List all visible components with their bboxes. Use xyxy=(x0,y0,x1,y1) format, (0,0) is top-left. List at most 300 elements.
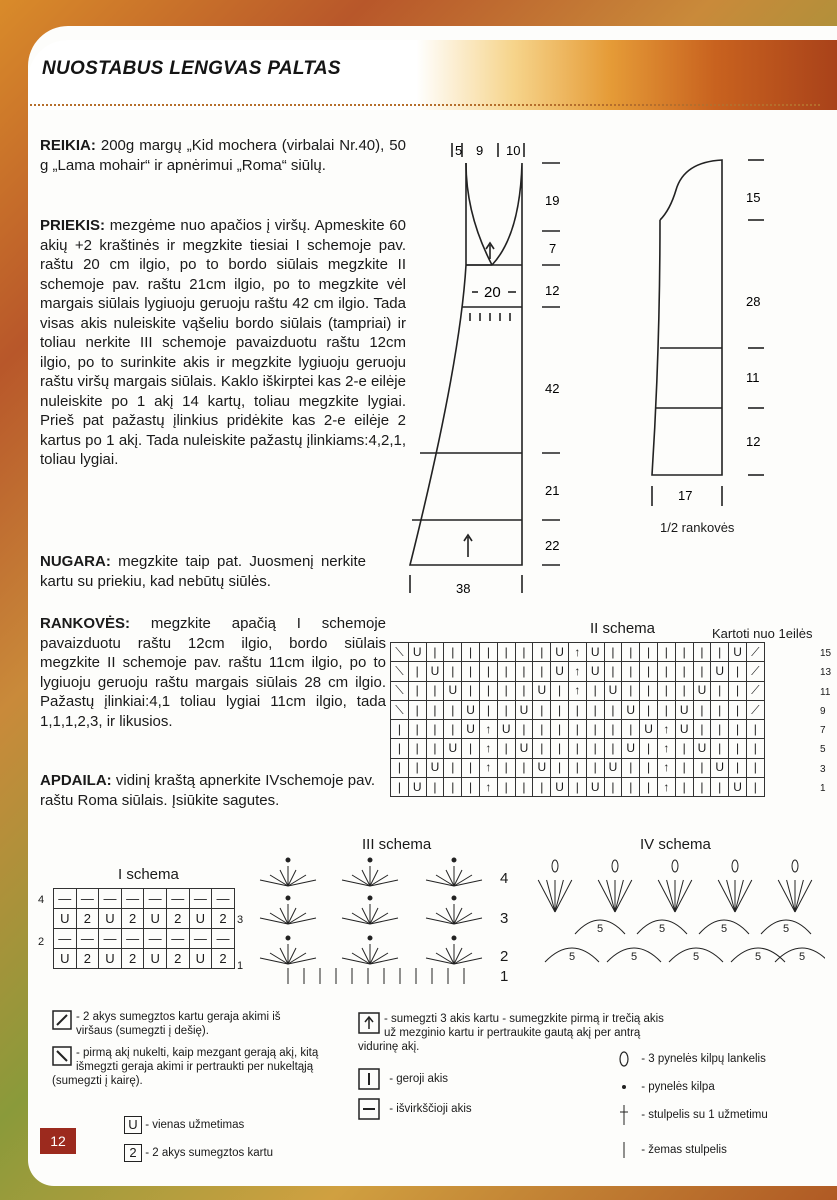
schema1-cell: — xyxy=(99,929,122,949)
schema1-cell: 2 xyxy=(121,909,144,929)
schema3-row-2: 2 xyxy=(500,948,509,965)
page-number: 12 xyxy=(40,1128,76,1154)
schema2-grid xyxy=(390,642,765,797)
schema2-cell: | xyxy=(746,739,764,758)
schema2-cell: | xyxy=(462,758,480,777)
schema3-row-3: 3 xyxy=(500,910,509,927)
schema2-cell: | xyxy=(391,758,409,777)
schema2-cell: | xyxy=(462,643,480,662)
picot-loop xyxy=(672,860,678,872)
schema2-cell: | xyxy=(640,739,658,758)
schema2-cell: | xyxy=(622,778,640,797)
schema2-cell: | xyxy=(426,778,444,797)
schema2-cell: | xyxy=(729,681,747,700)
legend-sc xyxy=(616,1140,727,1160)
schema2-cell: | xyxy=(551,700,569,719)
schema2-cell: ↑ xyxy=(568,643,586,662)
schema2-cell: U xyxy=(586,778,604,797)
schema2-cell: | xyxy=(497,758,515,777)
schema2-cell: | xyxy=(444,720,462,739)
schema2-cell: ⟍ xyxy=(391,681,409,700)
legend-k2tog-left xyxy=(52,1046,322,1088)
schema1-cell: — xyxy=(121,929,144,949)
shell-stitch xyxy=(735,880,743,912)
apdaila-text: vidinį kraštą apnerkite IVschemoje pav. raštu Roma siūlais. Įsiūkite sagutes. xyxy=(40,772,375,809)
two-tog-icon: 2 xyxy=(124,1144,142,1162)
shell-stitch xyxy=(555,880,563,912)
schema2-cell: U xyxy=(693,681,711,700)
shell-stitch xyxy=(795,880,803,912)
schema2-cell: | xyxy=(533,662,551,681)
priekis-label: PRIEKIS: xyxy=(40,217,106,234)
priekis-paragraph xyxy=(40,216,406,470)
schema2-row-number: 9 xyxy=(820,705,826,717)
schema1-cell: 2 xyxy=(166,949,189,969)
schema1-cell: — xyxy=(189,889,212,909)
nugara-text: megzkite taip pat. Juosmenį nerkite kartu su priekiu, kad nebūtų siūlės. xyxy=(40,553,366,590)
schema2-cell: U xyxy=(711,662,729,681)
picot-loop xyxy=(612,860,618,872)
arc-chain-label: 5 xyxy=(799,951,806,963)
shell-stitch xyxy=(555,880,572,912)
schema2-cell: U xyxy=(693,739,711,758)
schema1-cell: 2 xyxy=(166,909,189,929)
schema4-edging xyxy=(535,852,825,982)
fan-top-dot xyxy=(368,936,372,940)
schema2-cell: | xyxy=(693,758,711,777)
schema2-cell: U xyxy=(426,662,444,681)
yo-icon: U xyxy=(124,1116,142,1134)
fan-top-dot xyxy=(286,896,290,900)
legend-k3tog xyxy=(358,1012,668,1054)
schema2-cell: | xyxy=(479,643,497,662)
schema2-cell: U xyxy=(729,778,747,797)
schema2-cell: ↑ xyxy=(479,758,497,777)
schema1-cell: — xyxy=(121,889,144,909)
schema2-cell: | xyxy=(533,700,551,719)
schema2-cell: ↑ xyxy=(479,720,497,739)
picot-icon xyxy=(616,1050,632,1068)
schema1-cell: — xyxy=(54,929,77,949)
height-22: 22 xyxy=(545,538,560,553)
legend-picot xyxy=(616,1050,766,1068)
schema2-cell: | xyxy=(515,778,533,797)
schema1-cell: — xyxy=(76,929,99,949)
legend-yo xyxy=(124,1116,244,1134)
schema2-cell: | xyxy=(462,739,480,758)
fan-top-dot xyxy=(286,858,290,862)
schema2-cell: U xyxy=(604,758,622,777)
schema2-cell: | xyxy=(622,643,640,662)
schema1-cell: — xyxy=(212,889,235,909)
legend-purl xyxy=(358,1098,472,1120)
fan-top-dot xyxy=(452,936,456,940)
schema2-cell: U xyxy=(515,700,533,719)
legend-k3tog-text: - sumegzti 3 akis kartu - sumegzkite pirmą ir trečią akis už mezginio kartu ir pertraukite gautą akį per antrą vidurinę akį. xyxy=(358,1013,664,1053)
schema2-cell: | xyxy=(604,700,622,719)
schema1-cell: — xyxy=(76,889,99,909)
schema2-cell: | xyxy=(515,720,533,739)
schema2-cell: | xyxy=(622,681,640,700)
schema2-cell: | xyxy=(729,662,747,681)
schema2-cell: | xyxy=(497,662,515,681)
schema2-cell: | xyxy=(408,700,426,719)
schema2-cell: | xyxy=(711,700,729,719)
schema2-row xyxy=(391,643,765,662)
schema2-cell: U xyxy=(426,758,444,777)
height-12: 12 xyxy=(545,283,560,298)
waist-width: 20 xyxy=(484,284,501,301)
schema2-cell: | xyxy=(622,720,640,739)
legend-purl-text: - išvirkščioji akis xyxy=(389,1103,472,1116)
schema2-cell: | xyxy=(391,720,409,739)
schema2-cell: | xyxy=(533,778,551,797)
schema2-cell: | xyxy=(391,778,409,797)
schema2-cell: | xyxy=(675,758,693,777)
schema2-cell: | xyxy=(729,720,747,739)
schema2-row-number: 1 xyxy=(820,783,826,795)
shell-stitch xyxy=(727,880,735,912)
coat-body-schematic xyxy=(400,135,580,605)
shell-stitch xyxy=(735,880,752,912)
schema2-row-number: 7 xyxy=(820,725,826,737)
schema2-cell: U xyxy=(640,720,658,739)
schema2-cell: | xyxy=(479,700,497,719)
schema2-cell: | xyxy=(568,778,586,797)
schema2-cell: | xyxy=(426,700,444,719)
top-width-5: 5 xyxy=(455,143,463,158)
schema2-cell: | xyxy=(444,700,462,719)
schema2-row xyxy=(391,700,765,719)
schema2-cell: ↑ xyxy=(479,739,497,758)
legend-two-tog-text: - 2 akys sumegztos kartu xyxy=(145,1147,274,1160)
legend-dc xyxy=(616,1104,768,1126)
schema1-cell: U xyxy=(189,949,212,969)
schema2-cell: | xyxy=(462,662,480,681)
schema1-cell: U xyxy=(189,909,212,929)
legend-two-tog xyxy=(124,1144,273,1162)
bottom-width: 38 xyxy=(456,581,471,596)
schema2-cell: | xyxy=(622,662,640,681)
shell-stitch xyxy=(658,880,675,912)
legend-chain-text: - pynelės kilpa xyxy=(641,1081,715,1093)
reikia-paragraph xyxy=(40,136,406,175)
schema1-cell: 2 xyxy=(76,909,99,929)
schema1-cell: — xyxy=(166,929,189,949)
schema2-cell: U xyxy=(551,662,569,681)
schema2-cell: U xyxy=(675,720,693,739)
schema2-cell: | xyxy=(408,720,426,739)
schema1-row xyxy=(54,949,235,969)
schema2-cell: | xyxy=(657,643,675,662)
schema2-cell: | xyxy=(462,778,480,797)
schema2-cell: | xyxy=(640,778,658,797)
schema1-cell: 2 xyxy=(121,949,144,969)
top-width-10: 10 xyxy=(506,143,521,158)
reikia-text: 200g margų „Kid mochera (virbalai Nr.40), 50 g „Lama mohair“ ir apnėrimui „Roma“ siūlų. xyxy=(40,137,406,174)
schema2-cell: U xyxy=(533,681,551,700)
schema2-cell: ⟋ xyxy=(746,700,764,719)
schema2-cell: ↑ xyxy=(568,662,586,681)
schema2-cell: | xyxy=(551,720,569,739)
schema2-cell: | xyxy=(640,681,658,700)
schema2-cell: | xyxy=(568,700,586,719)
schema1-cell: — xyxy=(99,889,122,909)
schema2-cell: | xyxy=(515,758,533,777)
schema1-cell: 2 xyxy=(76,949,99,969)
arc-chain-label: 5 xyxy=(659,923,666,935)
schema2-row xyxy=(391,681,765,700)
schema2-row-number: 15 xyxy=(820,648,832,659)
sleeve-height-15: 15 xyxy=(746,190,761,205)
fan-top-dot xyxy=(368,858,372,862)
height-19: 19 xyxy=(545,193,560,208)
schema2-cell: | xyxy=(693,662,711,681)
schema2-cell: | xyxy=(657,681,675,700)
schema2-cell: | xyxy=(693,720,711,739)
schema2-cell: ⟍ xyxy=(391,662,409,681)
schema3-title: III schema xyxy=(362,836,432,853)
schema2-cell: | xyxy=(568,758,586,777)
schema4-title: IV schema xyxy=(640,836,711,853)
schema2-cell: U xyxy=(515,739,533,758)
schema2-cell: | xyxy=(693,643,711,662)
schema2-cell: | xyxy=(746,758,764,777)
schema2-cell: U xyxy=(444,739,462,758)
schema1-row-1: 1 xyxy=(237,960,244,972)
fan-top-dot xyxy=(286,936,290,940)
schema2-cell: U xyxy=(622,739,640,758)
shell-stitch xyxy=(615,880,623,912)
schema2-cell: | xyxy=(479,662,497,681)
schema2-repeat-note: Kartoti nuo 1eilės xyxy=(712,626,813,641)
schema2-cell: | xyxy=(586,739,604,758)
legend-k2tog-right-text: - 2 akys sumegztos kartu geraja akimi iš viršaus (sumegzti į dešię). xyxy=(76,1011,281,1037)
schema1-cell: — xyxy=(54,889,77,909)
schema2-cell: | xyxy=(729,758,747,777)
arc-chain-label: 5 xyxy=(597,923,604,935)
schema2-cell: | xyxy=(711,681,729,700)
schema1-cell: — xyxy=(189,929,212,949)
height-42: 42 xyxy=(545,381,560,396)
schema1-cell: — xyxy=(212,929,235,949)
schema2-cell: | xyxy=(426,681,444,700)
schema2-cell: ↑ xyxy=(568,681,586,700)
schema2-row xyxy=(391,720,765,739)
rankoves-paragraph xyxy=(40,614,386,731)
schema1-cell: — xyxy=(144,889,167,909)
schema2-cell: | xyxy=(444,662,462,681)
schema2-cell: | xyxy=(711,720,729,739)
schema1-cell: U xyxy=(144,909,167,929)
schema2-cell: U xyxy=(675,700,693,719)
schema2-cell: | xyxy=(693,778,711,797)
schema2-row-number: 5 xyxy=(820,744,826,756)
knit-icon xyxy=(358,1068,380,1090)
schema2-cell: | xyxy=(675,643,693,662)
schema1-row-2: 2 xyxy=(38,936,45,948)
fan-top-dot xyxy=(368,896,372,900)
schema2-cell: | xyxy=(568,720,586,739)
arc-chain-label: 5 xyxy=(693,951,700,963)
schema1-cell: U xyxy=(54,949,77,969)
schema2-cell: | xyxy=(604,720,622,739)
schema2-cell: | xyxy=(444,758,462,777)
shell-stitch xyxy=(607,880,615,912)
schema2-cell: | xyxy=(693,700,711,719)
arc-chain-label: 5 xyxy=(569,951,576,963)
schema2-cell: U xyxy=(729,643,747,662)
schema2-cell: | xyxy=(586,720,604,739)
schema2-cell: | xyxy=(497,643,515,662)
schema2-cell: | xyxy=(746,778,764,797)
shell-stitch xyxy=(615,880,632,912)
schema2-cell: | xyxy=(426,720,444,739)
schema2-cell: | xyxy=(604,778,622,797)
schema2-cell: | xyxy=(675,662,693,681)
shell-stitch xyxy=(667,880,675,912)
schema2-cell: | xyxy=(462,681,480,700)
schema2-title: II schema xyxy=(590,620,656,637)
nugara-paragraph xyxy=(40,552,366,591)
schema1-cell: — xyxy=(144,929,167,949)
k2tog-left-icon xyxy=(52,1046,72,1066)
sleeve-bottom-width: 17 xyxy=(678,488,693,503)
double-crochet-icon xyxy=(616,1104,632,1126)
schema2-cell: | xyxy=(604,739,622,758)
schema1-row xyxy=(54,889,235,909)
apdaila-label: APDAILA: xyxy=(40,772,112,789)
shell-stitch xyxy=(675,880,683,912)
schema3-fans xyxy=(258,856,488,988)
picot-loop xyxy=(792,860,798,872)
schema2-row xyxy=(391,778,765,797)
legend-sc-text: - žemas stulpelis xyxy=(641,1144,727,1157)
schema3-row-1: 1 xyxy=(500,968,509,985)
schema2-cell: | xyxy=(675,778,693,797)
schema2-cell: U xyxy=(444,681,462,700)
schema2-cell: | xyxy=(444,643,462,662)
legend-knit xyxy=(358,1068,448,1090)
rankoves-label: RANKOVĖS: xyxy=(40,615,131,632)
schema2-row xyxy=(391,758,765,777)
k2tog-right-icon xyxy=(52,1010,72,1030)
arc-chain-label: 5 xyxy=(721,923,728,935)
schema2-row-number: 13 xyxy=(820,667,832,679)
schema1-cell: 2 xyxy=(212,909,235,929)
schema2-cell: | xyxy=(515,681,533,700)
schema2-row-number: 3 xyxy=(820,763,826,775)
schema2-cell: | xyxy=(675,681,693,700)
purl-icon xyxy=(358,1098,380,1120)
schema2-cell: | xyxy=(729,700,747,719)
schema2-cell: | xyxy=(515,643,533,662)
schema2-cell: ↑ xyxy=(657,758,675,777)
schema2-cell: ↑ xyxy=(657,739,675,758)
picot-loop xyxy=(552,860,558,872)
schema2-cell: U xyxy=(408,778,426,797)
schema2-cell: | xyxy=(711,778,729,797)
schema2-cell: | xyxy=(533,739,551,758)
schema1-cell: U xyxy=(99,909,122,929)
schema2-cell: U xyxy=(462,720,480,739)
schema2-cell: U xyxy=(622,700,640,719)
schema2-cell: | xyxy=(551,681,569,700)
schema1-cell: 2 xyxy=(212,949,235,969)
schema2-cell: | xyxy=(515,662,533,681)
reikia-label: REIKIA: xyxy=(40,137,96,154)
legend-picot-text: - 3 pynelės kilpų lankelis xyxy=(641,1053,766,1066)
schema2-cell: | xyxy=(711,643,729,662)
legend-knit-text: - geroji akis xyxy=(389,1073,449,1086)
schema2-cell: ↑ xyxy=(657,720,675,739)
schema1-row xyxy=(54,929,235,949)
fan-top-dot xyxy=(452,858,456,862)
schema2-cell: | xyxy=(711,739,729,758)
schema2-cell: U xyxy=(586,643,604,662)
shell-stitch xyxy=(598,880,615,912)
schema2-cell: | xyxy=(426,643,444,662)
apdaila-paragraph xyxy=(40,771,375,810)
schema2-cell: | xyxy=(391,739,409,758)
schema2-cell: | xyxy=(604,643,622,662)
schema1-row-4: 4 xyxy=(38,894,45,906)
sleeve-height-12: 12 xyxy=(746,434,761,449)
arc-chain-label: 5 xyxy=(755,951,762,963)
schema1-grid xyxy=(53,888,235,969)
schema1-title: I schema xyxy=(118,866,179,883)
schema2-cell: | xyxy=(657,662,675,681)
sleeve-schematic xyxy=(640,150,780,520)
schema2-cell: | xyxy=(408,662,426,681)
schema2-cell: | xyxy=(622,758,640,777)
single-crochet-icon xyxy=(616,1140,632,1160)
legend-dc-text: - stulpelis su 1 užmetimu xyxy=(641,1109,768,1122)
schema2-cell: ↑ xyxy=(657,778,675,797)
schema2-cell: | xyxy=(604,662,622,681)
schema1-cell: U xyxy=(54,909,77,929)
schema2-cell: ⟋ xyxy=(746,662,764,681)
schema2-cell: | xyxy=(533,643,551,662)
schema2-cell: U xyxy=(497,720,515,739)
schema2-cell: | xyxy=(551,739,569,758)
schema2-cell: | xyxy=(479,681,497,700)
schema2-cell: | xyxy=(533,720,551,739)
sleeve-height-28: 28 xyxy=(746,294,761,309)
top-width-9: 9 xyxy=(476,143,484,158)
schema2-row xyxy=(391,662,765,681)
schema2-cell: U xyxy=(408,643,426,662)
title-divider xyxy=(30,104,820,107)
schema2-cell: | xyxy=(444,778,462,797)
sleeve-height-11: 11 xyxy=(746,370,760,385)
schema2-cell: | xyxy=(497,778,515,797)
schema1-cell: U xyxy=(99,949,122,969)
schema2-cell: U xyxy=(586,662,604,681)
shell-stitch xyxy=(675,880,692,912)
schema2-cell: ⟍ xyxy=(391,643,409,662)
schema3-row-4: 4 xyxy=(500,870,509,887)
schema2-cell: U xyxy=(533,758,551,777)
schema1-row xyxy=(54,909,235,929)
shell-stitch xyxy=(778,880,795,912)
schema2-cell: | xyxy=(746,720,764,739)
schema2-cell: | xyxy=(729,739,747,758)
schema1-cell: U xyxy=(144,949,167,969)
schema2-cell: | xyxy=(675,739,693,758)
schema2-cell: | xyxy=(586,700,604,719)
chain-dot-icon xyxy=(616,1081,632,1093)
